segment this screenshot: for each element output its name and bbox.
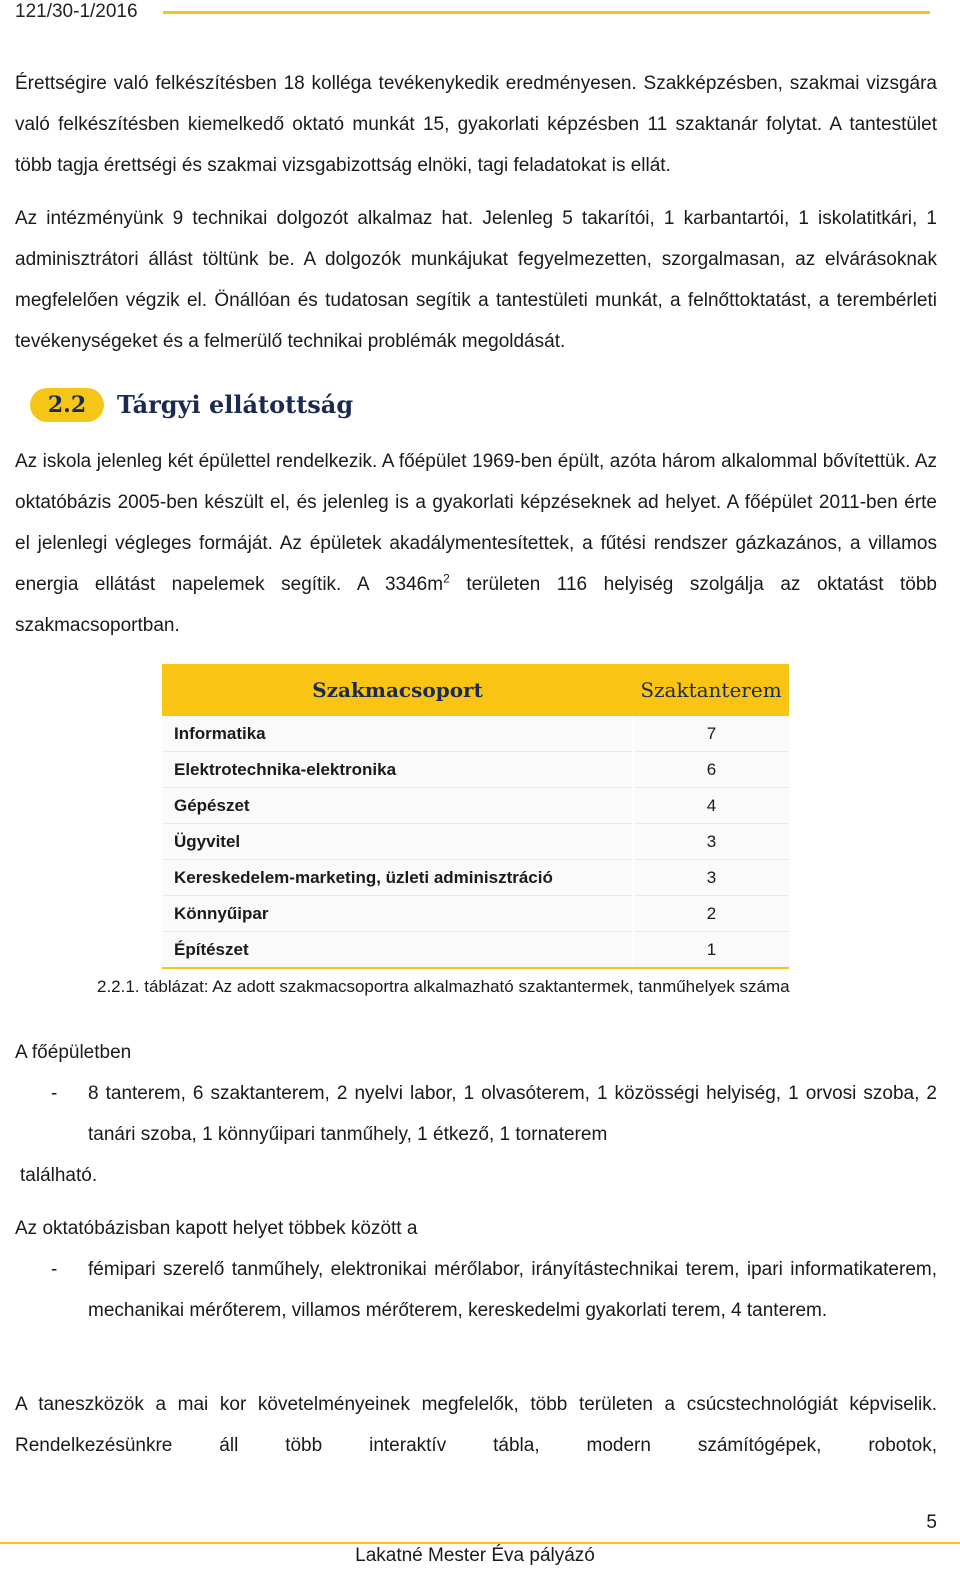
training-base-rooms: fémipari szerelő tanműhely, elektronikai mérőlabor, irányítástechnikai terem, ipari informatikaterem, mechanikai mérőterem, villamos mérőterem, kereskedelmi gyakorlati terem, 4 tanterem. [88, 1259, 937, 1321]
document-number: 121/30-1/2016 [15, 1, 138, 22]
paragraph-located: található. [20, 1165, 98, 1186]
row-value: 3 [633, 860, 789, 896]
table-row [162, 824, 789, 860]
bullet-dash: - [51, 1083, 58, 1104]
row-value: 4 [633, 788, 789, 824]
row-value: 7 [633, 716, 789, 752]
buildings-text-end: területen 116 helyiség szolgálja az oktatást több szakmacsoportban. [15, 574, 937, 636]
section-number-badge: 2.2 [30, 388, 104, 422]
row-value: 3 [633, 824, 789, 860]
header-rule [163, 11, 930, 14]
paragraph-teachers: Érettségire való felkészítésben 18 kolléga tevékenykedik eredményesen. Szakképzésben, szakmai vizsgára való felkészítésben kiemelkedő oktató munkát 15, gyakorlati képzésben 11 szaktanár folytat. A tantestület több tagja érettségi és szakmai vizsgabizottság elnöki, tagi feladatokat is ellát. [15, 73, 937, 176]
section-title: Tárgyi ellátottság [117, 390, 354, 419]
table-row [162, 716, 789, 752]
main-building-rooms: 8 tanterem, 6 szaktanterem, 2 nyelvi labor, 1 olvasóterem, 1 közösségi helyiség, 1 orvosi szoba, 2 tanári szoba, 1 könnyűipari tanműhely, 1 étkező, 1 tornaterem [88, 1083, 937, 1145]
table-header-row [162, 664, 789, 716]
column-header-group: Szakmacsoport [162, 664, 633, 716]
row-value: 1 [633, 932, 789, 969]
paragraph-equipment: A taneszközök a mai kor követelményeinek megfelelők, több területen a csúcstechnológiát képviselik. Rendelkezésünkre áll több interaktív tábla, modern számítógépek, robotok, [15, 1394, 937, 1456]
table-row [162, 932, 789, 969]
area-superscript: 2 [443, 571, 450, 586]
bullet-dash: - [51, 1259, 58, 1280]
row-value: 6 [633, 752, 789, 788]
page-header [0, 0, 960, 28]
row-name: Építészet [162, 932, 633, 969]
row-name: Informatika [162, 716, 633, 752]
table-row [162, 752, 789, 788]
table-row [162, 788, 789, 824]
row-name: Könnyűipar [162, 896, 633, 932]
table-caption: 2.2.1. táblázat: Az adott szakmacsoportra alkalmazható szaktantermek, tanműhelyek száma [97, 977, 790, 996]
row-name: Ügyvitel [162, 824, 633, 860]
classroom-table [162, 664, 789, 969]
row-name: Elektrotechnika-elektronika [162, 752, 633, 788]
paragraph-staff: Az intézményünk 9 technikai dolgozót alkalmaz hat. Jelenleg 5 takarítói, 1 karbantartói, 1 iskolatitkári, 1 adminisztrátori állást töltünk be. A dolgozók munkájukat fegyelmezetten, szorgalmasan, az elvárásoknak megfelelően végzik el. Önállóan és tudatosan segítik a tantestületi munkát, a felnőttoktatást, a terembérleti tevékenységeket és a felmerülő technikai problémák megoldását. [15, 208, 937, 352]
paragraph-buildings [15, 441, 937, 646]
buildings-text: Az iskola jelenleg két épülettel rendelkezik. A főépület 1969-ben épült, azóta három alkalommal bővítettük. Az oktatóbázis 2005-ben készült el, és jelenleg is a gyakorlati képzéseknek ad helyet. A főépület 2011-ben érte el jelenlegi végleges formáját. Az épületek akadálymentesítettek, a fűtési rendszer gázkazános, a villamos energia ellátást napelemek segítik. A 3346m [15, 451, 937, 595]
row-value: 2 [633, 896, 789, 932]
table-row [162, 896, 789, 932]
paragraph-training-base: Az oktatóbázisban kapott helyet többek között a [15, 1218, 418, 1239]
row-name: Kereskedelem-marketing, üzleti adminisztráció [162, 860, 633, 896]
column-header-rooms: Szaktanterem [633, 664, 789, 716]
table-row [162, 860, 789, 896]
paragraph-main-building: A főépületben [15, 1042, 132, 1063]
page-number: 5 [926, 1512, 937, 1533]
row-name: Gépészet [162, 788, 633, 824]
footer-author: Lakatné Mester Éva pályázó [355, 1545, 595, 1566]
